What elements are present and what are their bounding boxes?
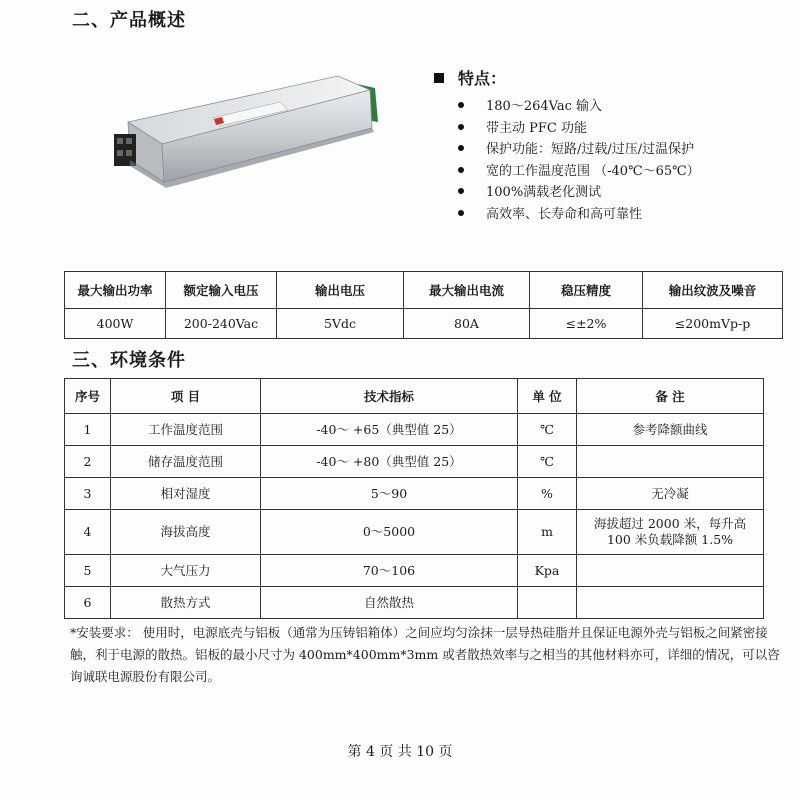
specs-header-cell: 最大输出电流 xyxy=(404,272,530,309)
env-cell xyxy=(577,555,764,587)
specs-value-cell: ≤±2% xyxy=(530,309,643,339)
env-row xyxy=(65,510,764,555)
specs-value-cell: 400W xyxy=(65,309,166,339)
env-cell: 2 xyxy=(65,446,111,478)
specs-header-cell: 稳压精度 xyxy=(530,272,643,309)
env-header-row xyxy=(65,379,764,414)
product-photo xyxy=(100,60,390,200)
specs-value-row xyxy=(65,309,783,339)
env-cell: 海拔超过 2000 米，每升高 100 米负载降额 1.5% xyxy=(577,510,764,555)
feature-text: 带主动 PFC 功能 xyxy=(486,120,587,136)
specs-value-cell: ≤200mVp-p xyxy=(643,309,783,339)
feature-text: 宽的工作温度范围 （-40℃～65℃） xyxy=(486,163,700,179)
feature-item xyxy=(458,118,700,140)
env-cell: 6 xyxy=(65,587,111,619)
env-cell: Kpa xyxy=(518,555,577,587)
feature-item xyxy=(458,204,700,226)
env-cell: 3 xyxy=(65,478,111,510)
env-cell: 工作温度范围 xyxy=(111,414,261,446)
feature-text: 保护功能：短路/过载/过压/过温保护 xyxy=(486,142,695,157)
env-cell: 散热方式 xyxy=(111,587,261,619)
env-cell: 相对湿度 xyxy=(111,478,261,510)
section-title-product-overview: 二、产品概述 xyxy=(72,10,186,31)
env-cell: 参考降额曲线 xyxy=(577,414,764,446)
section-title-environment: 三、环境条件 xyxy=(72,350,186,371)
feature-text: 高效率、长寿命和高可靠性 xyxy=(486,206,643,222)
env-row xyxy=(65,414,764,446)
feature-text: 100%满载老化测试 xyxy=(486,185,602,200)
env-cell: 5 xyxy=(65,555,111,587)
specs-table xyxy=(64,271,783,339)
environment-table xyxy=(64,378,764,619)
env-cell: -40～ +80（典型值 25） xyxy=(261,446,518,478)
env-row xyxy=(65,478,764,510)
feature-item xyxy=(458,161,700,183)
env-cell: 70～106 xyxy=(261,555,518,587)
env-cell xyxy=(577,446,764,478)
env-row xyxy=(65,446,764,478)
specs-header-cell: 最大输出功率 xyxy=(65,272,166,309)
feature-item xyxy=(458,139,700,161)
bullet-icon xyxy=(458,188,464,194)
feature-text: 180～264Vac 输入 xyxy=(486,99,602,114)
installation-note: *安装要求： 使用时，电源底壳与铝板（通常为压铸铝箱体）之间应均匀涂抹一层导热硅脂并且保证电源外壳与铝板之间紧密接触，利于电源的散热。铝板的最小尺寸为 400mm*400mm*3mm 或者散热效率与之相当的其他材料亦可，详细的情况，可以咨询诚联电源股份有限公司。 xyxy=(70,625,780,684)
bullet-icon xyxy=(458,102,464,108)
env-cell: ℃ xyxy=(518,446,577,478)
env-cell: % xyxy=(518,478,577,510)
features-list xyxy=(458,96,700,225)
page-number: 第 4 页 共 10 页 xyxy=(347,744,453,760)
env-header-cell: 项 目 xyxy=(111,379,261,414)
env-cell: 自然散热 xyxy=(261,587,518,619)
feature-item xyxy=(458,182,700,204)
bullet-icon xyxy=(458,167,464,173)
env-row xyxy=(65,587,764,619)
specs-value-cell: 80A xyxy=(404,309,530,339)
env-row xyxy=(65,555,764,587)
env-cell: 无冷凝 xyxy=(577,478,764,510)
env-cell: 4 xyxy=(65,510,111,555)
env-cell: 1 xyxy=(65,414,111,446)
env-header-cell: 单 位 xyxy=(518,379,577,414)
env-header-cell: 备 注 xyxy=(577,379,764,414)
square-bullet-icon xyxy=(434,73,444,83)
env-cell: 海拔高度 xyxy=(111,510,261,555)
env-cell: 0～5000 xyxy=(261,510,518,555)
specs-header-row xyxy=(65,272,783,309)
specs-header-cell: 输出电压 xyxy=(277,272,404,309)
env-cell xyxy=(577,587,764,619)
bullet-icon xyxy=(458,124,464,130)
env-cell: 储存温度范围 xyxy=(111,446,261,478)
specs-header-cell: 额定输入电压 xyxy=(166,272,277,309)
env-header-cell: 序号 xyxy=(65,379,111,414)
specs-value-cell: 5Vdc xyxy=(277,309,404,339)
env-cell: 大气压力 xyxy=(111,555,261,587)
specs-value-cell: 200-240Vac xyxy=(166,309,277,339)
env-cell: m xyxy=(518,510,577,555)
bullet-icon xyxy=(458,145,464,151)
bullet-icon xyxy=(458,210,464,216)
env-cell: ℃ xyxy=(518,414,577,446)
env-cell: 5～90 xyxy=(261,478,518,510)
features-title xyxy=(434,66,506,89)
feature-item xyxy=(458,96,700,118)
env-cell: -40～ +65（典型值 25） xyxy=(261,414,518,446)
env-header-cell: 技术指标 xyxy=(261,379,518,414)
specs-header-cell: 输出纹波及噪音 xyxy=(643,272,783,309)
features-title-text: 特点： xyxy=(458,69,507,88)
env-cell xyxy=(518,587,577,619)
